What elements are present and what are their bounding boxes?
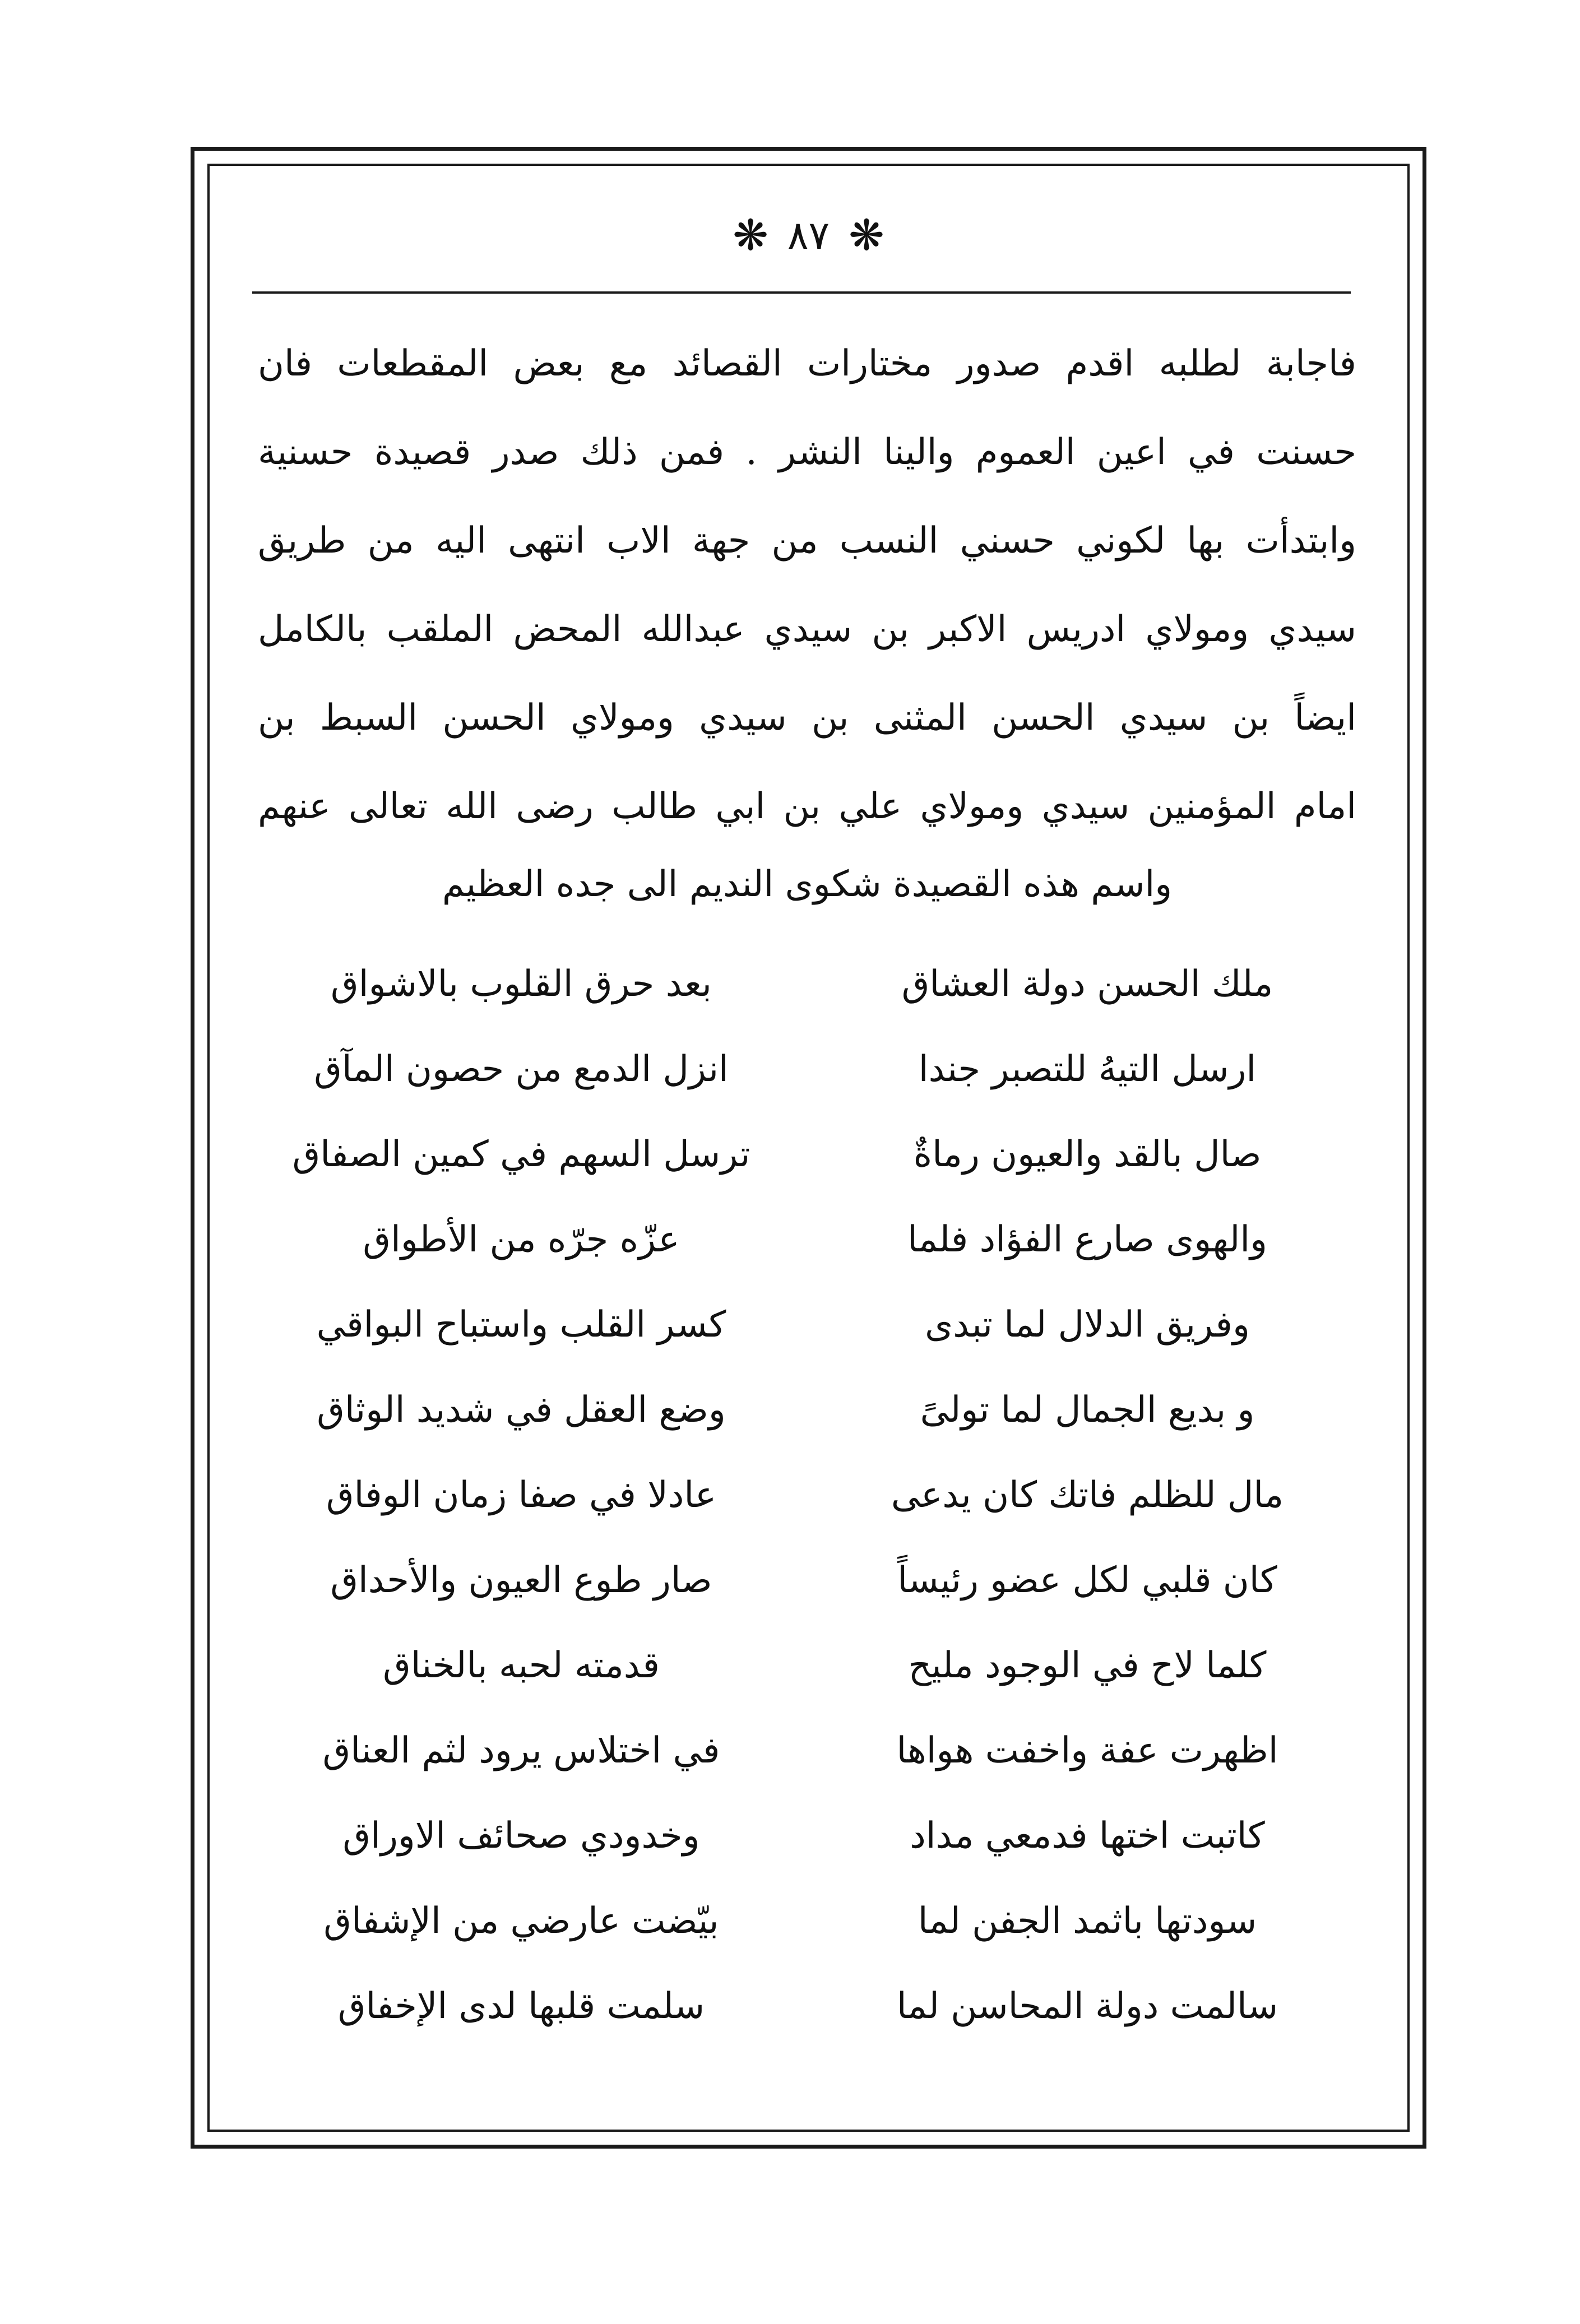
verse-first-half: كاتبت اختها فدمعي مداد (910, 1815, 1265, 1857)
verse-second-half: وضع العقل في شديد الوثاق (317, 1389, 726, 1431)
star-flourish-icon: ❋ (733, 210, 768, 260)
verse (258, 1793, 1356, 1878)
prose-line: حسنت في اعين العموم والينا النشر . فمن ذلك صدر قصيدة حسنية (258, 432, 1356, 473)
verse (258, 1538, 1356, 1623)
verse (258, 1112, 1356, 1197)
verse-second-half: في اختلاس يرود لثم العناق (322, 1730, 720, 1771)
verse-first-half: و بديع الجمال لما تولىً (920, 1389, 1255, 1431)
verse-second-half: صار طوع العيون والأحداق (330, 1560, 712, 1601)
page-header (207, 202, 1410, 269)
verse (258, 1878, 1356, 1964)
header-divider (252, 291, 1351, 294)
verse-first-half: والهوى صارع الفؤاد فلما (907, 1219, 1268, 1260)
verse (258, 1027, 1356, 1112)
verse-first-half: وفريق الدلال لما تبدى (925, 1304, 1250, 1346)
verse (258, 941, 1356, 1027)
verse-first-half: صال بالقد والعيون رماةٌ (913, 1134, 1262, 1175)
verse-second-half: قدمته لحبه بالخناق (383, 1645, 660, 1686)
verse-first-half: كان قلبي لكل عضو رئيساً (897, 1560, 1277, 1601)
verse-first-half: مال للظلم فاتك كان يدعى (891, 1474, 1284, 1516)
verse-first-half: كلما لاح في الوجود مليح (908, 1645, 1267, 1686)
verse (258, 1367, 1356, 1453)
verse-first-half: سالمت دولة المحاسن لما (896, 1986, 1278, 2027)
verse-second-half: انزل الدمع من حصون المآق (314, 1049, 729, 1090)
verse (258, 1197, 1356, 1282)
verse (258, 1964, 1356, 2049)
prose-line: سيدي ومولاي ادريس الاكبر بن سيدي عبدالله المحض الملقب بالكامل (258, 609, 1356, 650)
verse-first-half: ارسل التيهُ للتصبر جندا (918, 1049, 1257, 1090)
page-number: ٨٧ (787, 212, 830, 258)
poem (258, 941, 1356, 2049)
poem-title: واسم هذه القصيدة شكوى النديم الى جده العظيم (442, 864, 1173, 905)
prose-block (258, 319, 1356, 918)
prose-line: وابتدأت بها لكوني حسني النسب من جهة الاب انتهى اليه من طريق (258, 520, 1356, 562)
verse-second-half: وخدودي صحائف الاوراق (342, 1815, 700, 1857)
verse-second-half: عزّه جرّه من الأطواق (363, 1219, 680, 1260)
verse-second-half: كسر القلب واستباح البواقي (316, 1304, 726, 1346)
verse (258, 1708, 1356, 1793)
prose-line: ايضاً بن سيدي الحسن المثنى بن سيدي ومولاي الحسن السبط بن (258, 697, 1356, 739)
prose-line: امام المؤمنين سيدي ومولاي علي بن ابي طالب رضى الله تعالى عنهم (258, 786, 1356, 827)
verse (258, 1623, 1356, 1708)
verse-first-half: اظهرت عفة واخفت هواها (896, 1730, 1278, 1771)
verse-first-half: سودتها باثمد الجفن لما (918, 1900, 1257, 1942)
verse-second-half: بعد حرق القلوب بالاشواق (331, 963, 712, 1005)
verse (258, 1282, 1356, 1367)
verse-first-half: ملك الحسن دولة العشاق (901, 963, 1273, 1005)
verse-second-half: ترسل السهم في كمين الصفاق (292, 1134, 750, 1175)
prose-line: فاجابة لطلبه اقدم صدور مختارات القصائد مع بعض المقطعات فان (258, 343, 1356, 384)
verse-second-half: بيّضت عارضي من الإشفاق (323, 1900, 719, 1942)
verse-second-half: سلمت قلبها لدى الإخفاق (337, 1986, 705, 2027)
verse (258, 1453, 1356, 1538)
star-flourish-icon: ❋ (849, 210, 884, 260)
verse-second-half: عادلا في صفا زمان الوفاق (326, 1474, 716, 1516)
